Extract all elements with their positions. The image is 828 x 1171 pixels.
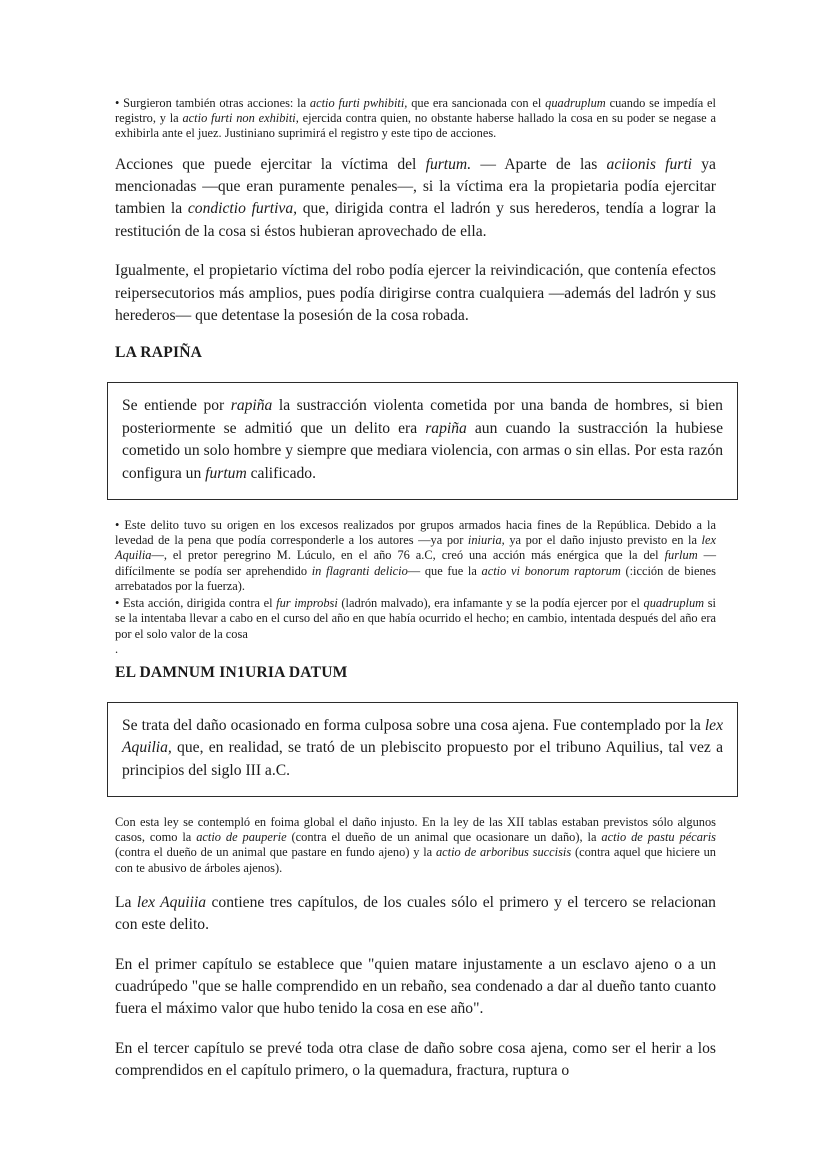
stray-dot: .	[115, 641, 119, 656]
note-xii-tablas: Con esta ley se contempló en foima global el daño injusto. En la ley de las XII tablas estaban previstos sólo algunos casos, como la actio de pauperie (contra el dueño de un animal que ocasionare un daño), la actio de pastu pécaris (contra el dueño de un animal que pastare en fundo ajeno) y la actio de arboribus succisis (contra aquel que hiciere un con te abusivo de árboles ajenos).	[115, 814, 716, 875]
box-damnum-definition	[107, 702, 738, 797]
box-rapina-definition	[107, 382, 738, 500]
paragraph-tercer-capitulo: En el tercer capítulo se prevé toda otra clase de daño sobre cosa ajena, como ser el herir a los comprendidos en el capítulo primero, o la quemadura, fractura, ruptura o	[115, 1039, 716, 1080]
paragraph-primer-capitulo: En el primer capítulo se establece que "quien matare injustamente a un esclavo ajeno o a un cuadrúpedo "que se halle comprendido en un rebaño, sea condenado a dar al dueño tanto cuanto fuera el máximo valor que hubo tenido la cosa en ese año".	[115, 955, 716, 1018]
box-rapina-text: Se entiende por rapiña la sustracción violenta cometida por una banda de hombres, si bien posteriormente se admitió que un delito era rapiña aun cuando la sustracción la hubiese cometido un solo hombre y siempre que mediara violencia, con armas o sin ellas. Por esta razón configura un furtum calificado.	[122, 397, 724, 482]
heading-damnum-iniuria-datum: EL DAMNUM IN1URIA DATUM	[115, 663, 348, 681]
box-damnum-text: Se trata del daño ocasionado en forma culposa sobre una cosa ajena. Fue contemplado por la lex Aquilia, que, en realidad, se trató de un plebiscito propuesto por el tribuno Aquilius, tal vez a principios del siglo III a.C.	[122, 716, 723, 779]
note-actio-furti-exhibiti: • Surgieron también otras acciones: la actio furti pwhibiti, que era sancionada con el quadruplum cuando se impedía el registro, y la actio furti non exhibiti, ejercida contra quien, no obstante haberse hallado la cosa en su poder se negase a exhibirla ante el juez. Justiniano suprimirá el registro y este tipo de acciones.	[115, 96, 716, 141]
paragraph-lex-aquilia-capitulos: La lex Aquiiia contiene tres capítulos, de los cuales sólo el primero y el tercero se relacionan con este delito.	[115, 893, 716, 934]
paragraph-igualmente-reivindicacion: Igualmente, el propietario víctima del robo podía ejercer la reivindicación, que contenía efectos reipersecutorios más amplios, pues podía dirigirse contra cualquiera —además del ladrón y sus herederos— que detentase la posesión de la cosa robada.	[115, 262, 716, 325]
note-fur-improbus: • Esta acción, dirigida contra el fur improbsi (ladrón malvado), era infamante y se la podía ejercer por el quadruplum si se la intentaba llevar a cabo en el curso del año en que había ocurrido el hecho; en cambio, intentada después del año era por el solo valor de la cosa	[115, 596, 716, 641]
note-origen-rapina: • Este delito tuvo su origen en los excesos realizados por grupos armados hacia fines de la República. Debido a la levedad de la pena que podía corresponderle a los autores —ya por iniuria, ya por el daño injusto previsto en la lex Aquilia—, el pretor peregrino M. Lúculo, en el año 76 a.C, creó una acción más enérgica que la del furlum —difícilmente se podía ser aprehendido in flagranti delicio— que fue la actio vi bonorum raptorum (:icción de bienes arrebatados por la fuerza).	[115, 518, 716, 593]
paragraph-acciones-victima-furtum: Acciones que puede ejercitar la víctima del furtum. — Aparte de las aciionis furti ya mencionadas —que eran puramente penales—, si la víctima era la propietaria podía ejercitar tambien la condictio furtiva, que, dirigida contra el ladrón y sus herederos, tendía a lograr la restitución de la cosa si éstos hubieran aprovechado de ella.	[115, 155, 717, 240]
heading-la-rapina: LA RAPIÑA	[115, 344, 203, 362]
